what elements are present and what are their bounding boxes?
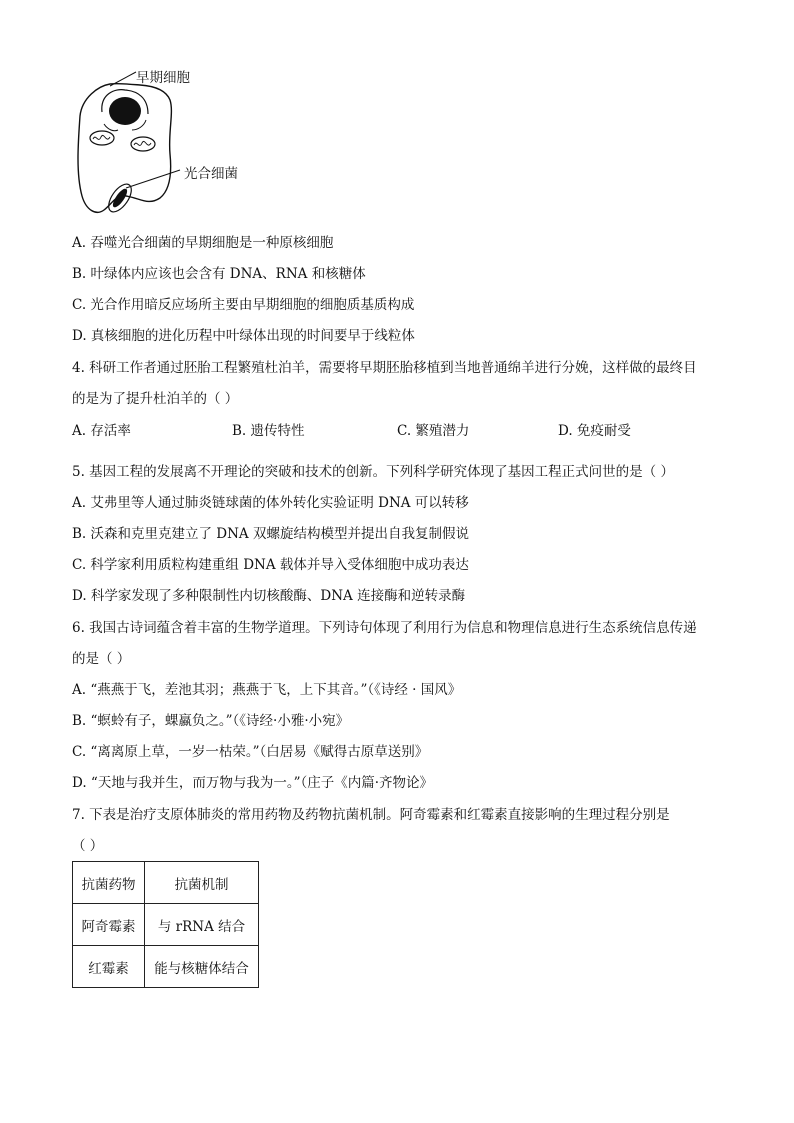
q4-option-c: C. 繁殖潜力 (397, 423, 470, 439)
q4-option-a: A. 存活率 (72, 423, 131, 439)
q3-option-a: A. 吞噬光合细菌的早期细胞是一种原核细胞 (72, 235, 334, 251)
q4-options (72, 421, 712, 441)
photosynthetic-bacteria-inner (110, 187, 129, 210)
q6-stem-line1: 6. 我国古诗词蕴含着丰富的生物学道理。下列诗句体现了利用行为信息和物理信息进行生态系统信息传递 (72, 620, 697, 636)
q6-option-c: C. “离离原上草，一岁一枯荣。”（白居易《赋得古原草送别》 (72, 744, 429, 760)
q4-option-d: D. 免疫耐受 (558, 423, 631, 439)
cell-diagram (70, 64, 290, 224)
q5-option-d: D. 科学家发现了多种限制性内切核酸酶、DNA 连接酶和逆转录酶 (72, 588, 466, 604)
table-row (73, 904, 259, 946)
q7-stem-line2: （ ） (72, 838, 104, 854)
q3-option-d: D. 真核细胞的进化历程中叶绿体出现的时间要早于线粒体 (72, 328, 415, 344)
q5-stem: 5. 基因工程的发展离不开理论的突破和技术的创新。下列科学研究体现了基因工程正式问世的是（ ） (72, 464, 674, 480)
table-cell: 红霉素 (73, 946, 145, 988)
early-cell-label: 早期细胞 (136, 70, 190, 86)
photosynthetic-bacteria-label: 光合细菌 (184, 166, 238, 182)
table-cell: 与 rRNA 结合 (145, 904, 259, 946)
table-header-row (73, 862, 259, 904)
bacteria-leader-line (126, 170, 180, 188)
q4-option-b: B. 遗传特性 (232, 423, 305, 439)
q5-option-b: B. 沃森和克里克建立了 DNA 双螺旋结构模型并提出自我复制假说 (72, 526, 469, 542)
q7-stem-line1: 7. 下表是治疗支原体肺炎的常用药物及药物抗菌机制。阿奇霉素和红霉素直接影响的生理过程分别是 (72, 807, 670, 823)
cell-diagram-svg (70, 64, 290, 224)
table-header-cell: 抗菌机制 (145, 862, 259, 904)
q4-stem-line1: 4. 科研工作者通过胚胎工程繁殖杜泊羊，需要将早期胚胎移植到当地普通绵羊进行分娩，这样做的最终目 (72, 360, 697, 376)
table-row (73, 946, 259, 988)
q3-option-c: C. 光合作用暗反应场所主要由早期细胞的细胞质基质构成 (72, 297, 415, 313)
q5-option-c: C. 科学家利用质粒构建重组 DNA 载体并导入受体细胞中成功表达 (72, 557, 469, 573)
q6-stem-line2: 的是（ ） (72, 651, 131, 667)
table-cell: 阿奇霉素 (73, 904, 145, 946)
q6-option-d: D. “天地与我并生，而万物与我为一。”（庄子《内篇·齐物论》 (72, 775, 434, 791)
table-header-cell: 抗菌药物 (73, 862, 145, 904)
q6-option-a: A. “燕燕于飞，差池其羽；燕燕于飞，上下其音。”（《诗经 · 国风》 (72, 682, 462, 698)
q5-option-a: A. 艾弗里等人通过肺炎链球菌的体外转化实验证明 DNA 可以转移 (72, 495, 469, 511)
antibiotic-table (72, 861, 259, 988)
q3-option-b: B. 叶绿体内应该也会含有 DNA、RNA 和核糖体 (72, 266, 366, 282)
q4-stem-line2: 的是为了提升杜泊羊的（ ） (72, 391, 239, 407)
table-cell: 能与核糖体结合 (145, 946, 259, 988)
nucleus (109, 97, 141, 125)
q6-option-b: B. “螟蛉有子，蜾蠃负之。”（《诗经·小雅·小宛》 (72, 713, 350, 729)
